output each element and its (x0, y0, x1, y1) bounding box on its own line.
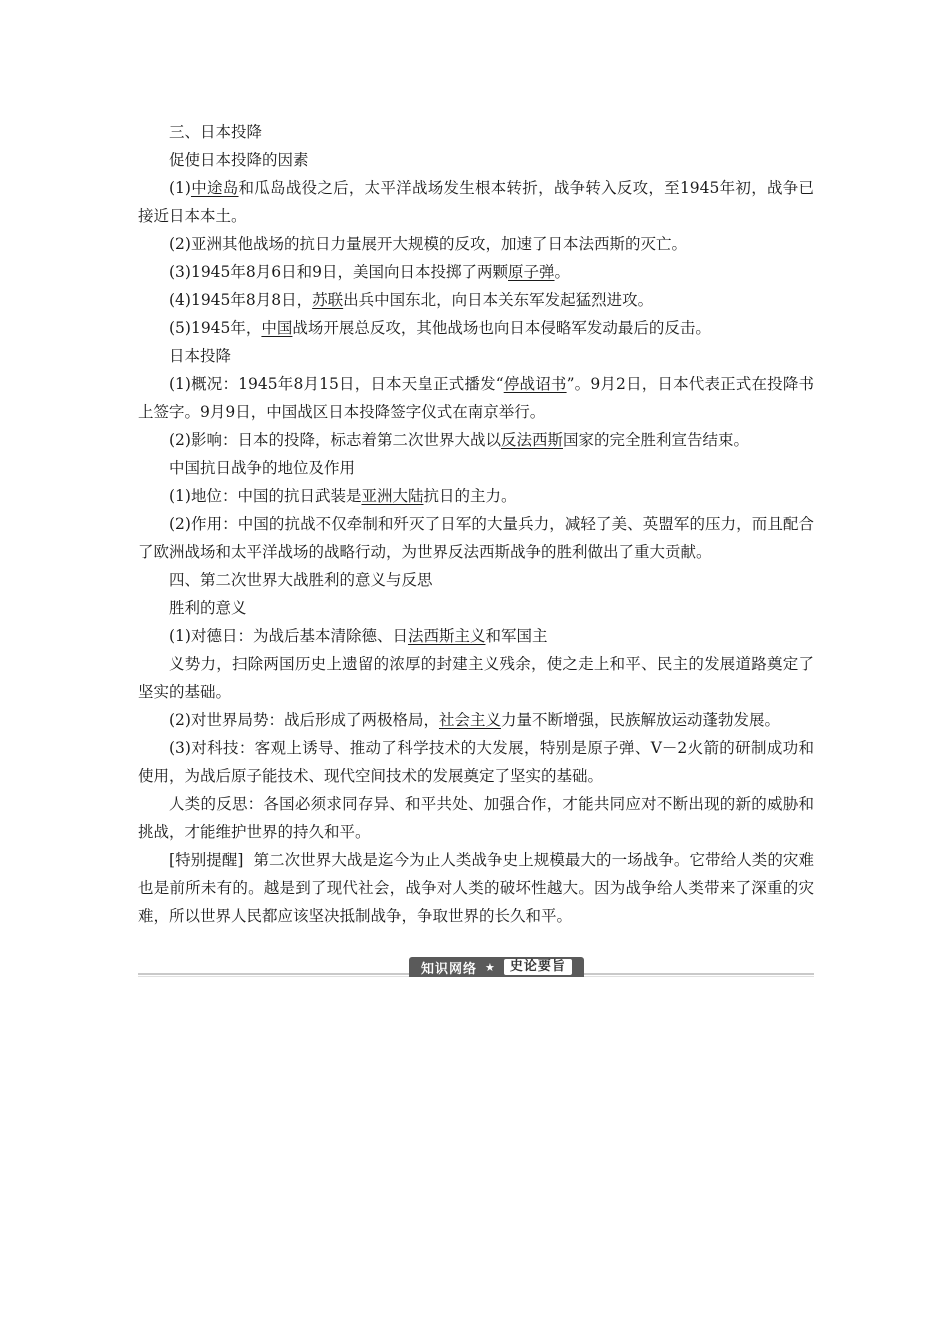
text: (2)影响：日本的投降，标志着第二次世界大战以 (169, 431, 501, 449)
factor-2 (138, 230, 814, 258)
text: 和瓜岛战役之后，太平洋战场发生根本转折，战争转入反攻，至1945年初，战争已接近日本本土。 (138, 179, 814, 225)
text: 国家的完全胜利宣告结束。 (562, 431, 749, 449)
text: (1)对德日：为战后基本清除德、日 (169, 627, 408, 645)
text: (2)作用：中国的抗战不仅牵制和歼灭了日军的大量兵力，减轻了美、英盟军的压力，而且配合了欧洲战场和太平洋战场的战略行动，为世界反法西斯战争的胜利做出了重大贡献。 (138, 515, 814, 561)
surrender-2 (138, 426, 814, 454)
underlined-keyword: 法西斯主义 (407, 627, 486, 645)
meaning-2 (138, 706, 814, 734)
underlined-keyword: 反法西斯 (500, 431, 563, 449)
text: (3)1945年8月6日和9日，美国向日本投掷了两颗 (169, 263, 508, 281)
text: 出兵中国东北，向日本关东军发起猛烈进攻。 (343, 291, 654, 309)
underlined-keyword: 社会主义 (438, 711, 501, 729)
underlined-keyword: 中途岛 (190, 179, 239, 197)
heading-text: 四、第二次世界大战胜利的意义与反思 (169, 571, 433, 589)
factor-5 (138, 314, 814, 342)
underlined-keyword: 停战诏书 (503, 375, 567, 393)
subheading-meaning (138, 594, 814, 622)
underlined-keyword: 苏联 (312, 291, 344, 309)
banner-label (409, 957, 584, 977)
document-body (138, 118, 814, 930)
factor-3 (138, 258, 814, 286)
text: 第二次世界大战是迄今为止人类战争史上规模最大的一场战争。它带给人类的灾难也是前所未有的。越是到了现代社会，战争对人类的破坏性越大。因为战争给人类带来了深重的灾难，所以世界人民都应该坚决抵制战争，争取世界的长久和平。 (138, 851, 814, 925)
subheading-surrender (138, 342, 814, 370)
text: 人类的反思：各国必须求同存异、和平共处、加强合作，才能共同应对不断出现的新的威胁和挑战，才能维护世界的持久和平。 (138, 795, 814, 841)
section-banner (138, 957, 814, 981)
text: 和军国主 (485, 627, 548, 645)
subheading-text: 促使日本投降的因素 (169, 151, 309, 169)
section-heading-3 (138, 118, 814, 146)
text: (4)1945年8月8日， (169, 291, 313, 309)
meaning-1-continued (138, 650, 814, 706)
banner-right-text: 史论要旨 (504, 959, 572, 975)
text: 义势力，扫除两国历史上遗留的浓厚的封建主义残余，使之走上和平、民主的发展道路奠定了坚实的基础。 (138, 655, 814, 701)
meaning-1 (138, 622, 814, 650)
text: (1)概况：1945年8月15日，日本天皇正式播发“ (169, 375, 504, 393)
heading-text: 三、日本投降 (169, 123, 263, 141)
text: ”。9月2日，日本代表正式在投降书上签字。9月9日，中国战区日本投降签字仪式在南京举行。 (138, 375, 814, 421)
tip-label: [特别提醒] (169, 851, 244, 869)
underlined-keyword: 亚洲大陆 (361, 487, 424, 505)
text: (1) (169, 179, 191, 197)
text: (5)1945年， (169, 319, 262, 337)
text: (3)对科技：客观上诱导、推动了科学技术的大发展，特别是原子弹、V－2火箭的研制成功和使用，为战后原子能技术、现代空间技术的发展奠定了坚实的基础。 (138, 739, 814, 785)
underlined-keyword: 原子弹 (508, 263, 555, 281)
meaning-3 (138, 734, 814, 790)
text: (1)地位：中国的抗日武装是 (169, 487, 362, 505)
text: 力量不断增强，民族解放运动蓬勃发展。 (500, 711, 780, 729)
subheading-text: 胜利的意义 (169, 599, 247, 617)
reflection (138, 790, 814, 846)
text: (2)亚洲其他战场的抗日力量展开大规模的反攻，加速了日本法西斯的灭亡。 (169, 235, 687, 253)
star-icon: ★ (485, 960, 496, 974)
subheading-text: 中国抗日战争的地位及作用 (169, 459, 356, 477)
china-1 (138, 482, 814, 510)
special-tip (138, 846, 814, 930)
text: 战场开展总反攻，其他战场也向日本侵略军发动最后的反击。 (292, 319, 711, 337)
text: 。 (554, 263, 571, 281)
section-heading-4 (138, 566, 814, 594)
underlined-keyword: 中国 (261, 319, 293, 337)
surrender-1 (138, 370, 814, 426)
text: (2)对世界局势：战后形成了两极格局， (169, 711, 439, 729)
banner-left-text: 知识网络 (421, 961, 478, 977)
factor-1 (138, 174, 814, 230)
subheading-text: 日本投降 (169, 347, 232, 365)
china-2 (138, 510, 814, 566)
subheading-factors (138, 146, 814, 174)
factor-4 (138, 286, 814, 314)
text: 抗日的主力。 (423, 487, 517, 505)
subheading-china (138, 454, 814, 482)
